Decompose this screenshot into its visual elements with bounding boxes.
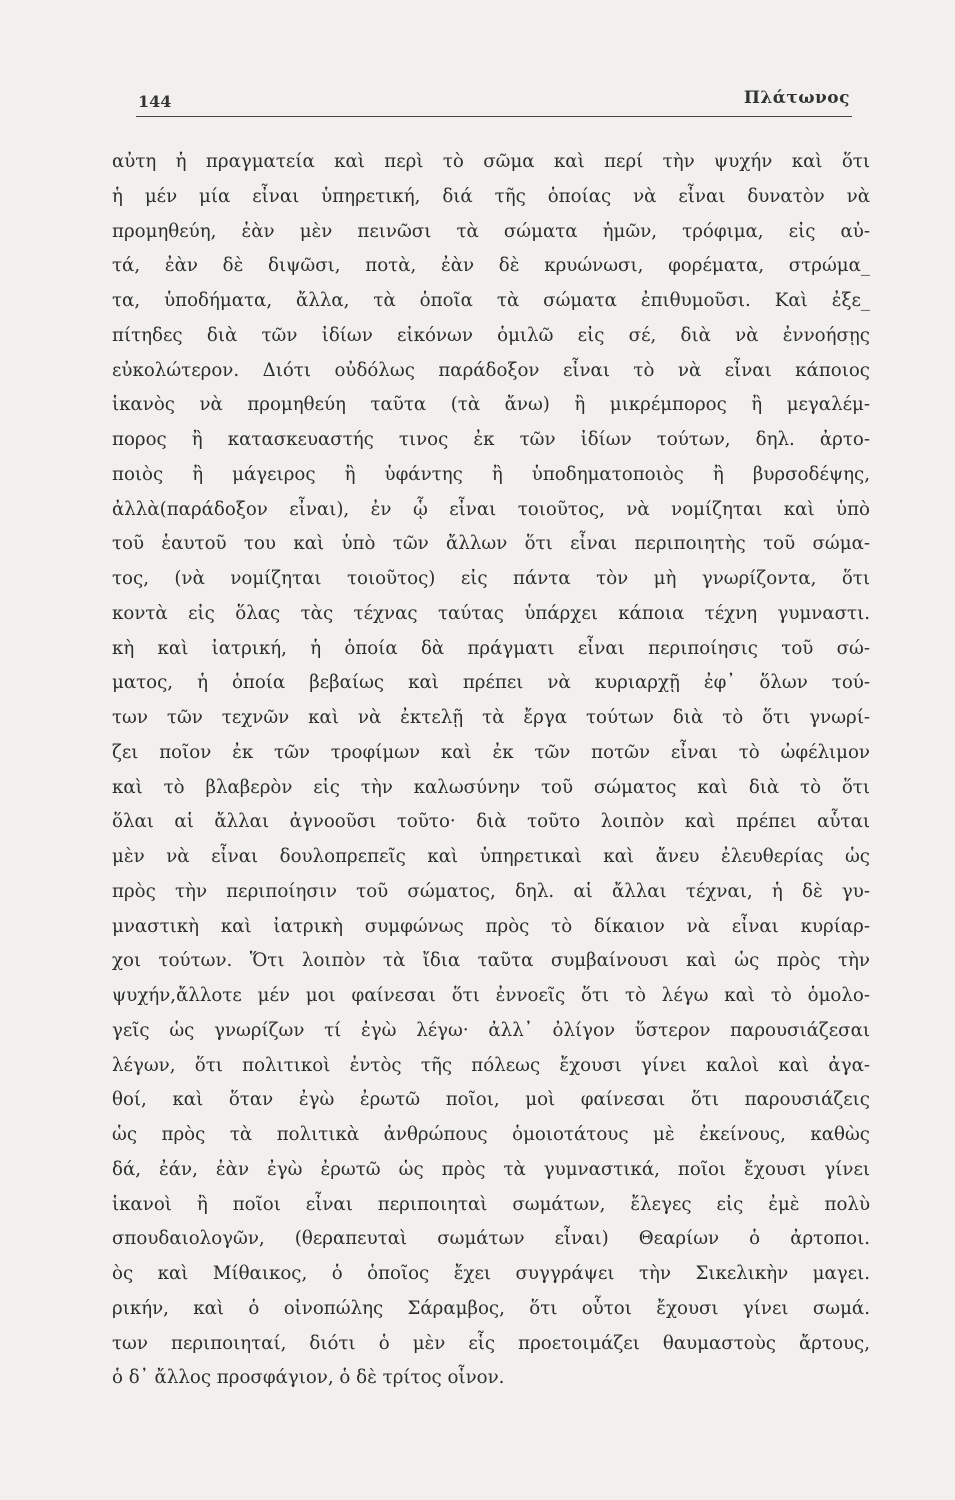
text-line: μὲν νὰ εἶναι δουλοπρεπεῖς καὶ ὑπηρετικαὶ καὶ ἄνευ ἐλευθερίας ὡς xyxy=(112,846,870,867)
text-line: ποιὸς ἢ μάγειρος ἢ ὑφάντης ἢ ὑποδηματοποιὸς ἢ βυρσοδέψης, xyxy=(112,463,870,485)
running-head: Πλάτωνος xyxy=(743,88,850,108)
page-header xyxy=(136,88,852,118)
text-line: ὸς καὶ Μίθαικος, ὁ ὁποῖος ἔχει συγγράψει τὴν Σικελικὴν μαγει. xyxy=(112,1263,870,1284)
text-line: ὅλαι αἱ ἄλλαι ἀγνοοῦσι τοῦτο· διὰ τοῦτο λοιπὸν καὶ πρέπει αὗται xyxy=(112,811,870,833)
text-line: μναστικὴ καὶ ἰατρικὴ συμφώνως πρὸς τὸ δίκαιον νὰ εἶναι κυρίαρ- xyxy=(112,915,870,937)
page-number: 144 xyxy=(138,92,172,111)
body-text xyxy=(112,145,870,1396)
text-line: ψυχήν,ἄλλοτε μέν μοι φαίνεσαι ὅτι ἐννοεῖς ὅτι τὸ λέγω καὶ τὸ ὁμολο- xyxy=(112,985,870,1006)
text-line: καὶ τὸ βλαβερὸν εἰς τὴν καλωσύνην τοῦ σώματος καὶ διὰ τὸ ὅτι xyxy=(112,776,870,798)
text-line: τα, ὑποδήματα, ἄλλα, τὰ ὁποῖα τὰ σώματα ἐπιθυμοῦσι. Καὶ ἐξε_ xyxy=(112,290,870,311)
header-rule xyxy=(136,116,852,117)
text-line: ἀλλὰ(παράδοξον εἶναι), ἐν ᾧ εἶναι τοιοῦτος, νὰ νομίζηται καὶ ὑπὸ xyxy=(112,498,870,520)
text-line: πρὸς τὴν περιποίησιν τοῦ σώματος, δηλ. αἱ ἄλλαι τέχναι, ἡ δὲ γυ- xyxy=(112,880,870,902)
text-line: χοι τούτων. Ὅτι λοιπὸν τὰ ἴδια ταῦτα συμβαίνουσι καὶ ὡς πρὸς τὴν xyxy=(112,950,870,972)
text-line: αὐτη ἡ πραγματεία καὶ περὶ τὸ σῶμα καὶ περί τὴν ψυχήν καὶ ὅτι xyxy=(112,151,870,172)
text-line: σπουδαιολογῶν, (θεραπευταὶ σωμάτων εἶναι) Θεαρίων ὁ ἀρτοποι. xyxy=(112,1228,870,1250)
text-line: ὁ δ᾽ ἄλλος προσφάγιον, ὁ δὲ τρίτος οἶνον. xyxy=(112,1367,505,1389)
text-line: ἱκανοὶ ἢ ποῖοι εἶναι περιποιηταὶ σωμάτων, ἔλεγες εἰς ἐμὲ πολὺ xyxy=(112,1193,870,1215)
text-line: εὐκολώτερον. Διότι οὐδόλως παράδοξον εἶναι τὸ νὰ εἶναι κάποιος xyxy=(112,359,870,381)
text-line: ἡ μέν μία εἶναι ὑπηρετική, διά τῆς ὁποίας νὰ εἶναι δυνατὸν νὰ xyxy=(112,185,870,207)
text-line: κοντὰ εἰς ὅλας τὰς τέχνας ταύτας ὑπάρχει κάποια τέχνη γυμναστι. xyxy=(112,602,870,624)
text-line: λέγων, ὅτι πολιτικοὶ ἐντὸς τῆς πόλεως ἔχουσι γίνει καλοὶ καὶ ἀγα- xyxy=(112,1054,870,1076)
text-line: θοί, καὶ ὅταν ἐγὼ ἐρωτῶ ποῖοι, μοὶ φαίνεσαι ὅτι παρουσιάζεις xyxy=(112,1089,870,1111)
text-line: τος, (νὰ νομίζηται τοιοῦτος) εἰς πάντα τὸν μὴ γνωρίζοντα, ὅτι xyxy=(112,568,870,589)
text-line: γεῖς ὡς γνωρίζων τί ἐγὼ λέγω· ἀλλ᾽ ὀλίγον ὕστερον παρουσιάζεσαι xyxy=(112,1019,870,1041)
text-line: πορος ἢ κατασκευαστής τινος ἐκ τῶν ἰδίων τούτων, δηλ. ἀρτο- xyxy=(112,429,870,450)
text-line: των περιποιηταί, διότι ὁ μὲν εἷς προετοιμάζει θαυμαστοὺς ἄρτους, xyxy=(112,1332,870,1354)
text-line: ὡς πρὸς τὰ πολιτικὰ ἀνθρώπους ὁμοιοτάτους μὲ ἐκείνους, καθὼς xyxy=(112,1124,870,1145)
text-line: πίτηδες διὰ τῶν ἰδίων εἰκόνων ὁμιλῶ εἰς σέ, διὰ νὰ ἐννοήσῃς xyxy=(112,324,870,346)
text-line: ζει ποῖον ἐκ τῶν τροφίμων καὶ ἐκ τῶν ποτῶν εἶναι τὸ ὠφέλιμον xyxy=(112,741,870,763)
text-line: προμηθεύη, ἐὰν μὲν πεινῶσι τὰ σώματα ἡμῶν, τρόφιμα, εἰς αὐ- xyxy=(112,220,870,242)
text-line: δά, ἐάν, ἐὰν ἐγὼ ἐρωτῶ ὡς πρὸς τὰ γυμναστικά, ποῖοι ἔχουσι γίνει xyxy=(112,1158,870,1180)
text-line: ματος, ἡ ὁποία βεβαίως καὶ πρέπει νὰ κυριαρχῇ ἐφ᾽ ὅλων τού- xyxy=(112,672,870,694)
text-line: ρικήν, καὶ ὁ οἰνοπώλης Σάραμβος, ὅτι οὗτοι ἔχουσι γίνει σωμά. xyxy=(112,1297,870,1319)
text-line: των τῶν τεχνῶν καὶ νὰ ἐκτελῇ τὰ ἔργα τούτων διὰ τὸ ὅτι γνωρί- xyxy=(112,707,870,728)
text-line: τοῦ ἑαυτοῦ του καὶ ὑπὸ τῶν ἄλλων ὅτι εἶναι περιποιητὴς τοῦ σώμα- xyxy=(112,533,870,555)
text-line: κὴ καὶ ἰατρική, ἡ ὁποία δὰ πράγματι εἶναι περιποίησις τοῦ σώ- xyxy=(112,637,870,659)
text-line: τά, ἐὰν δὲ διψῶσι, ποτὰ, ἐὰν δὲ κρυώνωσι, φορέματα, στρώμα_ xyxy=(112,255,870,277)
text-line: ἱκανὸς νὰ προμηθεύη ταῦτα (τὰ ἄνω) ἢ μικρέμπορος ἢ μεγαλέμ- xyxy=(112,394,870,416)
